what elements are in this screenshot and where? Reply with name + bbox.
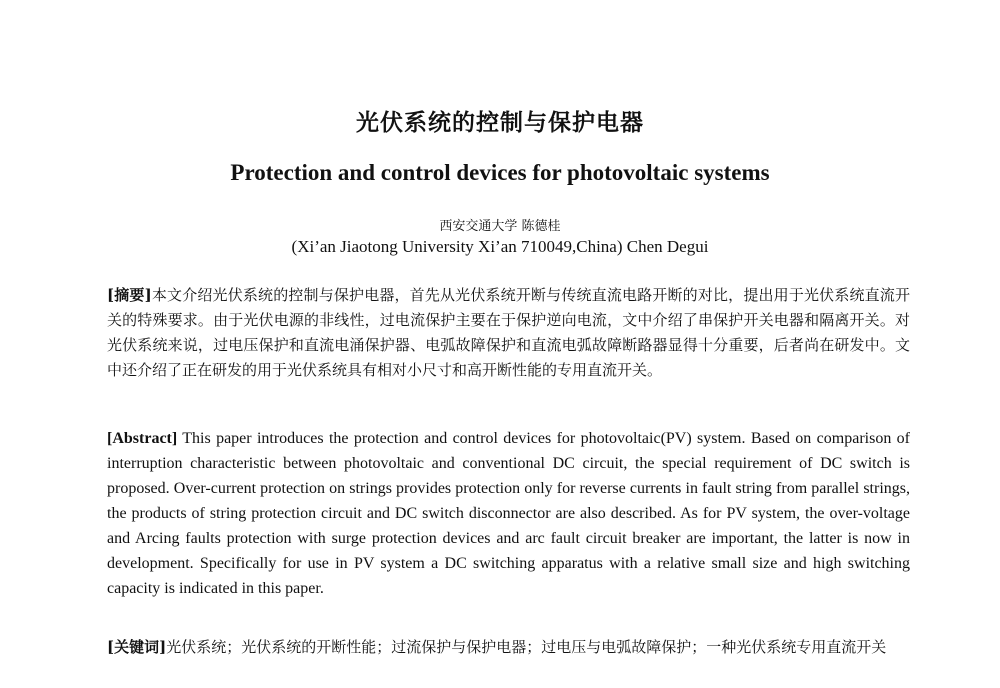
abstract-chinese-label: [摘要] xyxy=(107,286,152,304)
keywords xyxy=(107,635,910,660)
keywords-label: [关键词] xyxy=(107,638,167,656)
keywords-text: 光伏系统；光伏系统的开断性能；过流保护与保护电器；过电压与电弧故障保护；一种光伏系统专用直流开关 xyxy=(166,638,887,656)
abstract-english-label: [Abstract] xyxy=(107,430,178,447)
abstract-english-text: This paper introduces the protection and control devices for photovoltaic(PV) system. Based on comparison of interruption characteristic between photovoltaic and conventional DC circuit, the special requirement of DC switch is proposed. Over-current protection on strings provides protection only for reverse currents in fault string from parallel strings, the products of string protection circuit and DC switch disconnector are also described. As for PV system, the over-voltage and Arcing faults protection with surge protection devices and arc fault circuit breaker are important, the latter is now in development. Specifically for use in PV system a DC switching apparatus with a relative small size and high switching capacity is indicated in this paper. xyxy=(107,430,910,597)
abstract-chinese-text: 本文介绍光伏系统的控制与保护电器，首先从光伏系统开断与传统直流电路开断的对比，提出用于光伏系统直流开关的特殊要求。由于光伏电源的非线性，过电流保护主要在于保护逆向电流，文中介绍了串保护开关电器和隔离开关。对光伏系统来说，过电压保护和直流电涌保护器、电弧故障保护和直流电弧故障断路器显得十分重要，后者尚在研发中。文中还介绍了正在研发的用于光伏系统具有相对小尺寸和高开断性能的专用直流开关。 xyxy=(107,286,910,379)
author-affiliation-chinese: 西安交通大学 陈德桂 xyxy=(439,219,561,234)
paper-title-chinese: 光伏系统的控制与保护电器 xyxy=(356,110,644,136)
abstract-english xyxy=(107,426,910,601)
abstract-chinese xyxy=(107,283,910,383)
author-affiliation-english: (Xi’an Jiaotong University Xi’an 710049,China) Chen Degui xyxy=(291,237,709,256)
paper-title-english: Protection and control devices for photovoltaic systems xyxy=(230,160,770,185)
